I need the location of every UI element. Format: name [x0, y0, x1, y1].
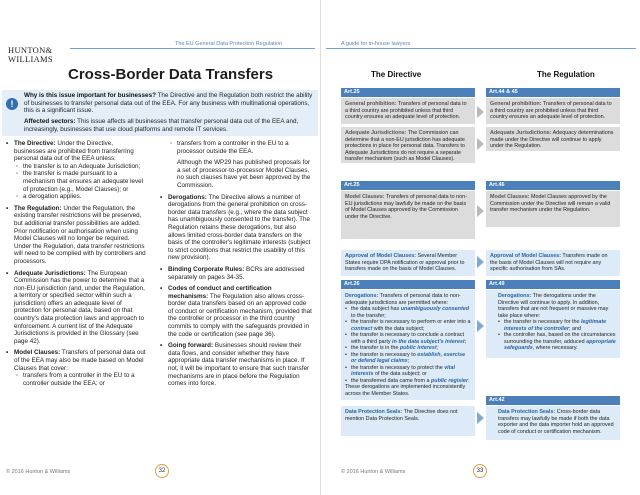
adequate-jurisdictions-section: • Adequate Jurisdictions: The European Commission has the power to determine that a non-EU jurisdiction (and, under the Regulation, a territory or specified sector within such a jurisdiction) offers an adequate level of protection for personal data, based on that country's data protection laws and approach to enforcement. A current list of the Adequate Jurisdictions is provided in the Glossary (see page 42).	[6, 270, 146, 346]
article-label: Art.25	[341, 181, 475, 190]
bcr-section: • Binding Corporate Rules: BCRs are addressed separately on pages 34-35.	[160, 266, 312, 281]
going-forward-section: • Going forward: Businesses should review their data flows, and consider whether they have appropriate data transfer mechanisms in place. If not, it will be important to ensure that such transfer mechanisms are in place before the Regulation comes into force.	[160, 342, 312, 388]
header-rule	[70, 48, 315, 49]
regulation-seals: Data Protection Seals: Cross-border data transfers may lawfully be made if both the data exporter and the data importer hold an approved code of conduct or certification mechanism.	[486, 406, 620, 440]
list-item: • the data subject has unambiguously consented to the transfer;	[345, 306, 471, 319]
regulation-section: • The Regulation: Under the Regulation, the existing transfer restrictions will be preserved, but additional transfer possibilities are added. Prior notification or authorisation when using Model Clauses will no longer be required. Under the Regulation, data transfer restrictions will need to be complied with by controllers and processors.	[6, 205, 146, 266]
arrow-icon	[477, 256, 484, 268]
left-column-1	[6, 140, 146, 391]
hunton-williams-logo: HUNTON& WILLIAMS	[8, 45, 53, 64]
arrow-icon	[477, 320, 484, 332]
list-item: • the transfer is necessary for the legitimate interests of the controller; and	[498, 319, 616, 332]
list-item: • the controller has, based on the circumstances surrounding the transfer, adduced appropriate safeguards, where necessary.	[498, 332, 616, 352]
derogations-section: • Derogations: The Directive allows a number of derogations from the general prohibition on cross-border data transfers (e.g., where the data subject has unambiguously consented to the transfer). The Regulation retains these derogations, but also allows limited cross-border data transfers on the basis of the controller's legitimate interests (subject to strict conditions that restrict the usability of this new provision).	[160, 194, 312, 262]
derogations-list	[345, 306, 471, 384]
arrow-icon	[477, 205, 484, 217]
arrow-icon	[477, 106, 484, 118]
arrow-icon	[477, 412, 484, 424]
header-rule	[326, 48, 636, 49]
list-item: • the transfer is in the public interest;	[345, 345, 471, 352]
directive-adequate-jurisdictions: Adequate Jurisdictions: The Commission can determine that a non-EU jurisdiction has adequate protections in place for personal data. Transfers to Adequate Jurisdictions do not require a separate transfer mechanism (such as Model Clauses).	[341, 127, 475, 163]
arrow-icon	[477, 138, 484, 150]
article-label: Art.42	[486, 396, 620, 405]
regulation-derogations: Derogations: The derogations under the Directive will continue to apply. In addition, transfers that are not frequent or massive may take place where: • the transfer is necessary for the legitimate interests of the controller; and • the controller has, based on the circumstances surrounding the transfer, adduced appropriate safeguards, where necessary.	[486, 290, 620, 358]
regulation-approval-model-clauses: Approval of Model Clauses: Transfers made on the basis of Model Clauses will not require any specific authorisation from SAs.	[486, 250, 620, 276]
regulation-model-clauses: Model Clauses: Model Clauses approved by the Commission under the Directive will remain a valid transfer mechanism under the Regulation.	[486, 191, 620, 227]
list-item: • the transfer is necessary to establish, exercise or defend legal claims;	[345, 352, 471, 365]
wp29-paragraph: Although the WP29 has published proposals for a set of processor-to-processor Model Clauses, no such clauses have yet been approved by the Commission.	[177, 159, 311, 189]
running-header: A guide for in-house lawyers	[341, 41, 411, 47]
regulation-general-prohibition: General prohibition: Transfers of personal data to a third country are prohibited unless that third country ensures an adequate level of protection.	[486, 98, 620, 124]
article-label: Art.46	[486, 181, 620, 190]
codes-section: • Codes of conduct and certification mechanisms: The Regulation also allows cross-border data transfers based on an approved code of conduct or certification mechanism, provided that the controller or processor in the third country commits to comply with the safeguards provided in the code or certification (see page 36).	[160, 285, 312, 338]
page-number: 33	[473, 464, 487, 478]
article-label: Art.44 & 45	[486, 88, 620, 97]
directive-section: • The Directive: Under the Directive, businesses are prohibited from transferring personal data out of the EEA unless: ◦ the transfer is to an Adequate Jurisdiction; ◦ the transfer is made pursuant to a mechanism that ensures an adequate level of protection (e.g., Model Clauses); or ◦ a derogation applies.	[6, 140, 146, 201]
footer: © 2016 Hunton & Williams	[341, 469, 406, 475]
list-item: • the transfer is necessary to protect the vital interests of the data subject; or	[345, 365, 471, 378]
right-page	[320, 0, 640, 495]
directive-model-clauses: Model Clauses: Transfers of personal data to non-EU jurisdictions may lawfully be made on the basis of Model Clauses approved by the Commission under the Directive.	[341, 191, 475, 239]
list-item: ◦ the transfer is made pursuant to a mechanism that ensures an adequate level of protection (e.g., Model Clauses); or	[14, 170, 146, 193]
article-label: Art.49	[486, 280, 620, 289]
directive-column-title: The Directive	[371, 70, 422, 79]
directive-approval-model-clauses: Approval of Model Clauses: Several Member States require DPA notification or approval prior to transfers made on the basis of Model Clauses.	[341, 250, 475, 276]
regulation-derogations-list	[498, 319, 616, 352]
page-title: Cross-Border Data Transfers	[68, 66, 274, 83]
callout-importance: Why is this issue important for businesses? The Directive and the Regulation both restrict the ability of businesses to transfer personal data out of the EEA. For any business with multinational operations, this is a significant issue.	[24, 92, 313, 114]
directive-seals: Data Protection Seals: The Directive does not mention Data Protection Seals.	[341, 406, 475, 436]
directive-general-prohibition: General prohibition: Transfers of personal data to a third country are prohibited unless that third country ensures an adequate level of protection.	[341, 98, 475, 124]
regulation-adequate-jurisdictions: Adequate Jurisdictions: Adequacy determinations made under the Directive will continue to apply under the Regulation.	[486, 127, 620, 151]
list-item: • the transfer is necessary to conclude a contract with a third party in the data subject's interest;	[345, 332, 471, 345]
directive-derogations: Derogations: Transfers of personal data to non-adequate jurisdictions are permitted where: • the data subject has unambiguously consented to the transfer; • the transfer is necessary to perform or enter into a contract with the data subject; • the transfer is necessary to conclude a contract with a third party in the data subject's interest; • the transfer is in the public interest; • the transfer is necessary to establish, exercise or defend legal claims; • the transfer is necessary to protect the vital interests of the data subject; or • the transferred data came from a public register. These derogations are implemented inconsistently across the Member States.	[341, 290, 475, 400]
article-label: Art.25	[341, 88, 475, 97]
regulation-column-title: The Regulation	[537, 70, 595, 79]
footer: © 2016 Hunton & Williams	[6, 469, 71, 475]
list-item: • the transferred data came from a public register.	[345, 378, 471, 385]
list-item: ◦ transfers from a controller in the EU to a processor outside the EEA.	[168, 140, 312, 155]
exclamation-icon: !	[6, 98, 18, 110]
running-header: The EU General Data Protection Regulation	[175, 41, 283, 47]
callout-sectors: Affected sectors: This issue affects all businesses that transfer personal data out of the EEA and, increasingly, businesses that use cloud platforms and remote IT services.	[24, 118, 299, 133]
model-clauses-section: • Model Clauses: Transfers of personal data out of the EEA may also be made based on Model Clauses that cover: ◦ transfers from a controller in the EU to a controller outside the EEA; or	[6, 349, 146, 387]
list-item: • the transfer is necessary to perform or enter into a contract with the data subject;	[345, 319, 471, 332]
left-column-2	[160, 140, 312, 392]
list-item: ◦ transfers from a controller in the EU to a controller outside the EEA; or	[14, 372, 146, 387]
list-item: ◦ a derogation applies.	[14, 193, 146, 201]
page-number: 32	[155, 464, 169, 478]
article-label: Art.26	[341, 280, 475, 289]
list-item: ◦ the transfer is to an Adequate Jurisdiction;	[14, 163, 146, 171]
